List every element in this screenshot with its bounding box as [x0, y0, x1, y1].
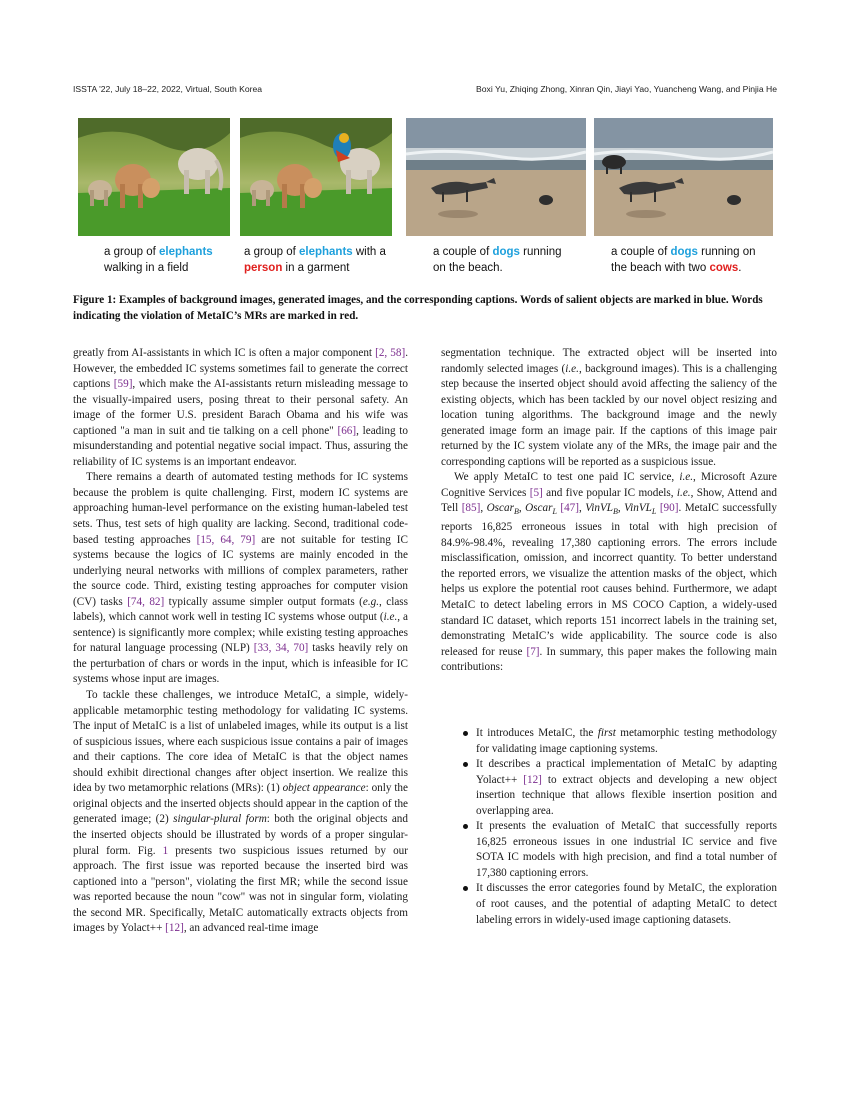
contributions-list [460, 726, 777, 928]
text-run: to extract objects and developing a new object insertion technique that allows flexible insertion position and overlapping area. [476, 773, 777, 817]
text-run: greatly from AI-assistants in which IC is often a major component [73, 347, 376, 359]
paragraph [73, 470, 408, 688]
subscript: L [552, 507, 557, 517]
emphasis: i.e. [679, 471, 694, 484]
text-run: , [578, 502, 586, 515]
text-run: . MetaIC successfully reports 16,825 erroneous issues in total with high precision of 84.9%-98.4%, revealing 17,380 captioning errors. The errors include misclassification, omission, and incorrect quantity. To better understand the reported errors, we visualize the attention masks of the object, which helps us explore the potential root causes behind. Furthermore, we adapt MetaIC to detect labeling errors in MS COCO Caption, a widely-used standard IC dataset, which reports 151 incorrect labels in the training set, demonstrating MetaIC’s wide applicability. The source code is also released for reuse [441, 502, 778, 658]
bullet-icon [463, 731, 468, 736]
paragraph [441, 346, 777, 470]
text-run: . In summary, this paper makes the following main contributions: [441, 645, 777, 674]
text-run: , class labels), which cannot work well in testing IC systems whose output ( [73, 595, 408, 624]
caption-dogs [433, 244, 613, 276]
text-run: It introduces MetaIC, the [476, 727, 598, 739]
citation-link[interactable]: [12] [165, 922, 184, 935]
bullet-icon [463, 886, 468, 891]
caption-dogs-cows [611, 244, 781, 276]
right-column [441, 346, 777, 676]
caption-text: a group of [244, 246, 299, 258]
emphasis: e.g. [362, 595, 380, 608]
list-item [460, 819, 777, 881]
text-run: , Show, Attend and Tell [441, 486, 777, 515]
conference-info: ISSTA '22, July 18–22, 2022, Virtual, South Korea [73, 84, 263, 94]
emphasis: Oscar [525, 502, 553, 515]
citation-link[interactable]: [74, 82] [127, 595, 165, 608]
figure-panel-elephants-bird [240, 118, 392, 236]
dogs-cow-photo [594, 118, 773, 236]
salient-object-word: dogs [670, 246, 698, 258]
salient-object-word: dogs [492, 246, 520, 258]
text-run: It presents the evaluation of MetaIC that successfully reports 16,825 erroneous issues in one industrial IC service and five SOTA IC models with high precision, and find a total number of 17,380 captioning errors. [476, 820, 777, 879]
violation-word: cows [709, 262, 739, 274]
citation-link[interactable]: [15, 64, 79] [196, 533, 256, 546]
text-run: tasks heavily rely on the perturbation of chars or words in the input, which is infeasible for IC systems whose input are images. [73, 642, 408, 686]
citation-link[interactable]: 1 [162, 844, 169, 857]
subscript: B [613, 507, 618, 517]
paragraph [441, 470, 777, 675]
list-item [460, 726, 777, 757]
text-run: presents two suspicious issues returned by our approach. The first issue was reported because the inserted bird was captioned into a "person", violating the first MR; while the second issue was reported because the noun "cow" was not in singular form, violating the second MR. Specifically, MetaIC automatically extracts objects from images by Yolact++ [73, 844, 408, 935]
elephants-photo [78, 118, 230, 236]
dogs-photo [406, 118, 586, 236]
emphasis: Oscar [486, 502, 514, 515]
citation-link[interactable]: [85] [461, 502, 481, 515]
figure-panel-elephants [78, 118, 230, 236]
citation-link[interactable]: [47] [560, 502, 579, 515]
text-run: , which make the AI-assistants return misleading message to the visually-impaired users, posing threat to their personal safety. An image of the former U.S. president Barach Obama and his wife was captioned "a man in suit and tie talking on a cell phone" [73, 378, 408, 437]
list-item [460, 881, 777, 928]
text-run: segmentation technique. The extracted object will be inserted into randomly selected images ( [441, 347, 777, 375]
emphasis: singular-plural form [173, 813, 267, 826]
text-run: We apply MetaIC to test one paid IC service, [454, 471, 680, 484]
subscript: B [513, 507, 519, 517]
text-run: typically assume simpler output formats ( [164, 595, 363, 608]
emphasis: i.e. [565, 362, 579, 375]
citation-link[interactable]: [7] [526, 645, 540, 658]
salient-object-word: elephants [158, 246, 213, 258]
citation-link[interactable]: [12] [523, 773, 542, 786]
text-run: To tackle these challenges, we introduce MetaIC, a simple, widely-applicable metamorphic testing methodology for validating IC systems. The input of MetaIC is a list of unlabeled images, while its output is a list of suspicious issues, where each suspicious issue contains a pair of images and their captions. The core idea of MetaIC is that the object names should exhibit directional changes after object insertion. We realize this idea by two metamorphic relations (MRs): (1) [73, 689, 408, 795]
emphasis: VinVL [624, 502, 652, 515]
caption-text: a couple of [433, 246, 493, 258]
author-list: Boxi Yu, Zhiqing Zhong, Xinran Qin, Jiayi Yao, Yuancheng Wang, and Pinjia He [476, 84, 777, 94]
text-run: are not suitable for testing IC systems because the logics of IC systems are mainly encoded in the underlying neural networks with millions of complex parameters, rather the source code. Third, existing testing approaches for computer vision (CV) tasks [73, 533, 408, 608]
elephants-bird-photo [240, 118, 392, 236]
bullet-icon [463, 824, 468, 829]
bullet-icon [463, 762, 468, 767]
caption-text: a couple of [611, 246, 671, 258]
text-run: and five popular IC models, [542, 486, 677, 499]
caption-text: running on [697, 246, 756, 258]
subscript: L [651, 507, 657, 517]
caption-text: walking in a field [104, 262, 189, 274]
paragraph [73, 346, 408, 470]
text-run: , background images). This is a challenging step because the inserted object should avoid affecting the saliency of the existing objects, which has been tackled by our novel object resizing and location tuning algorithms. The background image and the newly generated image form an image pair. If the captions of this image pair returned by the IC system violate any of the MRs, the image pair and the corresponding captions will be reported as a suspicious issue. [441, 362, 777, 468]
running-header [73, 84, 777, 98]
text-run: There remains a dearth of automated testing methods for IC systems because the problem is quite challenging. First, modern IC systems are approaching human-level performance on the existing human-labeled test sets. Thus, test sets of high quality are lacking. Second, traditional code-based testing approaches [73, 471, 408, 546]
text-run: metamorphic testing methodology for validating image captioning systems. [476, 727, 777, 755]
caption-elephants-person [244, 244, 424, 276]
figure-panel-dogs [406, 118, 586, 236]
emphasis: VinVL [585, 502, 613, 515]
text-run: , [480, 502, 487, 515]
figure-caption: Figure 1: Examples of background images, generated images, and the corresponding captions. Words of salient objects are marked in blue. Words indicating the violation of MetaIC’s MRs are marked in red. [73, 294, 763, 322]
citation-link[interactable]: [5] [529, 486, 543, 499]
text-run: , an advanced real-time image [183, 922, 319, 935]
text-run: : both the original objects and the inserted objects should be illustrated by words of a proper singular-plural form. Fig. [73, 813, 408, 857]
text-run: , leading to misunderstanding and potential negative social impact. Thus, assuring the reliability of IC systems is an important endeavor. [73, 424, 408, 468]
caption-text: the beach with two [611, 262, 710, 274]
citation-link[interactable]: [33, 34, 70] [253, 642, 309, 655]
emphasis: first [597, 727, 616, 739]
citation-link[interactable]: [59] [113, 378, 133, 391]
emphasis: i.e. [676, 486, 691, 499]
text-run: . However, the embedded IC systems sometimes fail to generate the correct captions [73, 347, 408, 391]
caption-text: on the beach. [433, 262, 503, 274]
list-item [460, 757, 777, 819]
emphasis: object appearance [282, 782, 366, 795]
text-run: , [617, 502, 625, 515]
figure-panel-dogs-cow [594, 118, 773, 236]
caption-text: with a [352, 246, 386, 258]
text-run: : only the original objects and the inserted objects should appear in the caption of the generated image; (2) [73, 782, 408, 826]
paragraph [73, 688, 408, 937]
citation-link[interactable]: [2, 58] [375, 347, 406, 359]
emphasis: i.e. [383, 611, 398, 624]
caption-text: running [519, 246, 562, 258]
text-run: , Microsoft Azure Cognitive Services [441, 471, 777, 499]
left-column [73, 346, 408, 937]
citation-link[interactable]: [66] [337, 424, 357, 437]
text-run: , a sentence) is significantly more complex; while existing testing approaches for natural language processing (NLP) [73, 611, 408, 655]
caption-text: a group of [104, 246, 159, 258]
citation-link[interactable]: [90] [659, 502, 679, 515]
violation-word: person [244, 262, 283, 274]
caption-text: in a garment [282, 262, 350, 274]
salient-object-word: elephants [298, 246, 353, 258]
text-run: , [518, 502, 526, 515]
caption-text: . [738, 262, 742, 274]
text-run: It discusses the error categories found by MetaIC, the exploration of root causes, and the potential of adapting MetaIC to detect labeling errors in widely-used image captioning datasets. [476, 882, 777, 926]
text-run: It describes a practical implementation of MetaIC by adapting Yolact++ [476, 758, 777, 786]
